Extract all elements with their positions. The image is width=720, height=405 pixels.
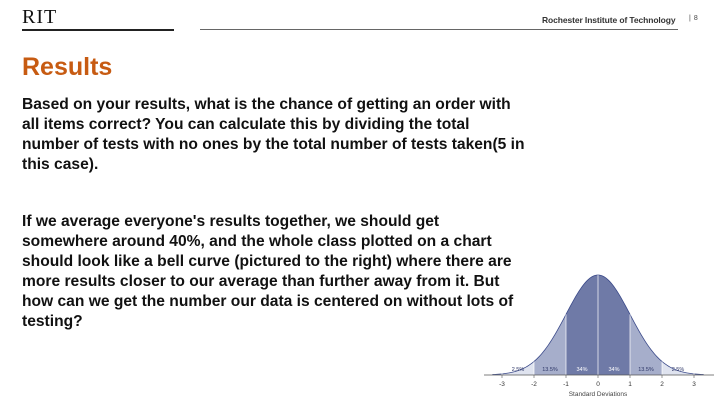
tick-label: -1: [563, 381, 569, 388]
slide-title: Results: [22, 53, 113, 81]
tick-marks: [502, 375, 694, 378]
tick-label: 1: [628, 381, 632, 388]
band-label: 2.5%: [671, 367, 685, 373]
band-label: 2.5%: [511, 367, 525, 373]
band-label: 13.5%: [638, 367, 654, 373]
header-rule-left: [22, 29, 174, 31]
paragraph-2: If we average everyone's results together, we should get somewhere around 40%, and the whole class plotted on a chart should look like a bell curve (pictured to the right) where there are more results closer to our average than further away from it. But how can we get the number our data is centered on without lots of testing?: [22, 213, 514, 330]
band-label: 34%: [608, 367, 620, 373]
rit-logo: RIT: [22, 6, 58, 28]
band-left-inner: [566, 275, 598, 375]
band-right-inner: [598, 275, 630, 375]
x-axis-label: Standard Deviations: [568, 391, 628, 398]
deviation-lines: [502, 275, 694, 375]
tick-label: 3: [692, 381, 696, 388]
tick-labels: [499, 381, 696, 388]
band-label: 34%: [576, 367, 588, 373]
header-rule-right: [200, 29, 678, 30]
tick-label: -2: [531, 381, 537, 388]
paragraph-1: Based on your results, what is the chance of getting an order with all items correct? You can calculate this by dividing the total number of tests with no ones by the total number of tests taken(5 in this case).: [22, 96, 525, 173]
tick-label: 0: [596, 381, 600, 388]
institution-name: Rochester Institute of Technology: [542, 15, 676, 25]
band-label: 13.5%: [542, 367, 558, 373]
bell-curve-figure: [478, 262, 720, 405]
page-number: | 8: [689, 15, 698, 22]
tick-label: -3: [499, 381, 505, 388]
tick-label: 2: [660, 381, 664, 388]
